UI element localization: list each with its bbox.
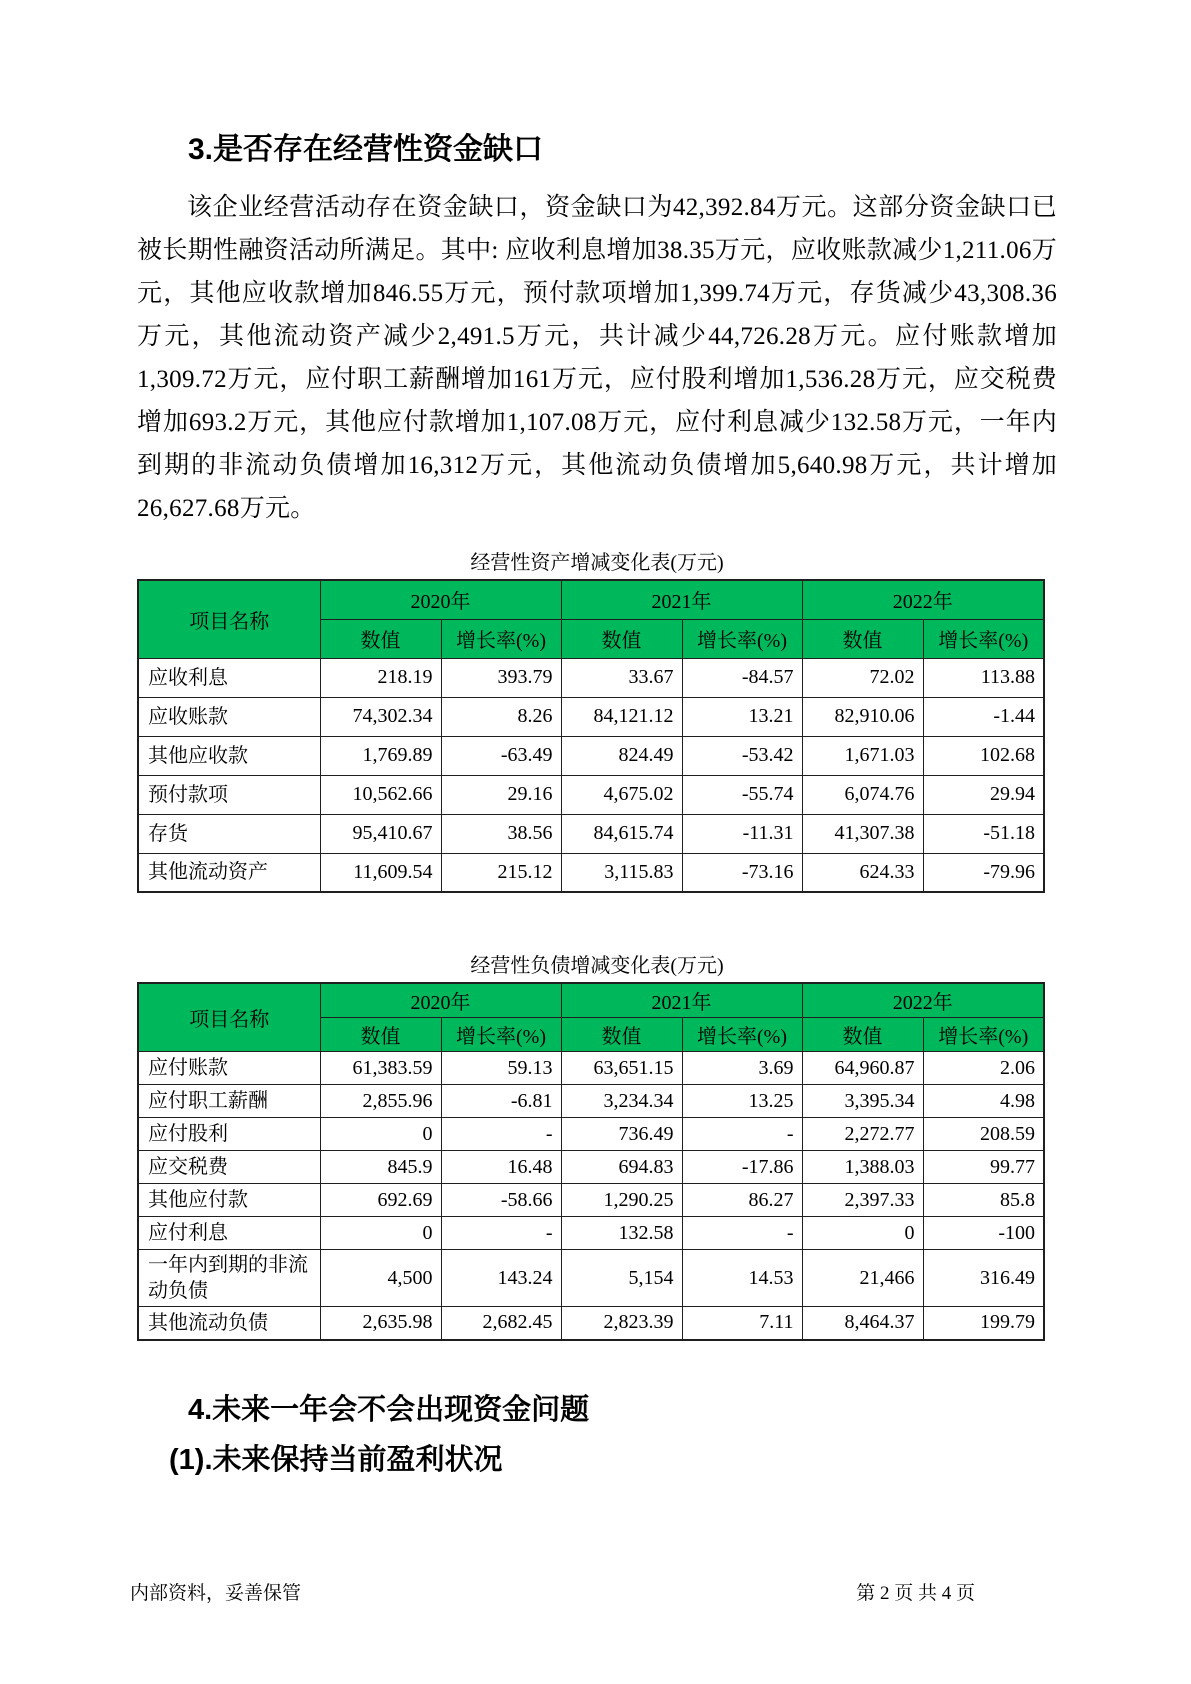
value-cell: -6.81: [441, 1085, 561, 1118]
value-cell: 13.21: [682, 697, 802, 736]
document-page: [137, 0, 1057, 1477]
value-cell: 215.12: [441, 853, 561, 892]
value-cell: 132.58: [561, 1217, 682, 1250]
value-cell: 3.69: [682, 1052, 802, 1085]
row-label: 应收账款: [138, 697, 320, 736]
table-row: [138, 853, 1044, 892]
value-cell: 84,121.12: [561, 697, 682, 736]
value-cell: 2.06: [923, 1052, 1044, 1085]
table-header-row: [138, 580, 1044, 619]
value-cell: -79.96: [923, 853, 1044, 892]
value-cell: 8.26: [441, 697, 561, 736]
col-header-year-2022: 2022年: [802, 983, 1044, 1018]
value-cell: 2,855.96: [320, 1085, 441, 1118]
value-cell: 4,675.02: [561, 775, 682, 814]
row-label: 应付利息: [138, 1217, 320, 1250]
value-cell: 1,671.03: [802, 736, 923, 775]
table-row: [138, 658, 1044, 697]
liabilities-table: [137, 982, 1045, 1341]
value-cell: -: [441, 1118, 561, 1151]
table-row: [138, 697, 1044, 736]
value-cell: -17.86: [682, 1151, 802, 1184]
value-cell: 99.77: [923, 1151, 1044, 1184]
value-cell: -: [441, 1217, 561, 1250]
col-header-year-2020: 2020年: [320, 580, 561, 619]
section-4-heading: 4.未来一年会不会出现资金问题: [188, 1393, 590, 1426]
value-cell: -: [682, 1217, 802, 1250]
col-header-year-2021: 2021年: [561, 983, 802, 1018]
value-cell: 61,383.59: [320, 1052, 441, 1085]
col-header-value: 数值: [802, 619, 923, 658]
value-cell: -84.57: [682, 658, 802, 697]
value-cell: 143.24: [441, 1250, 561, 1307]
row-label: 应付股利: [138, 1118, 320, 1151]
value-cell: 5,154: [561, 1250, 682, 1307]
value-cell: 6,074.76: [802, 775, 923, 814]
col-header-value: 数值: [561, 619, 682, 658]
table-row: [138, 1184, 1044, 1217]
value-cell: -73.16: [682, 853, 802, 892]
liabilities-table-header: [138, 983, 1044, 1052]
footer-page-number: 第 2 页 共 4 页: [856, 1583, 975, 1604]
value-cell: -: [682, 1118, 802, 1151]
value-cell: -58.66: [441, 1184, 561, 1217]
col-header-year-2021: 2021年: [561, 580, 802, 619]
value-cell: 41,307.38: [802, 814, 923, 853]
col-header-value: 数值: [561, 1018, 682, 1052]
table-row: [138, 1151, 1044, 1184]
section-4-1-heading: (1).未来保持当前盈利状况: [169, 1443, 503, 1476]
row-label: 应付账款: [138, 1052, 320, 1085]
value-cell: 736.49: [561, 1118, 682, 1151]
value-cell: 7.11: [682, 1307, 802, 1340]
assets-table-body: [138, 658, 1044, 892]
footer-confidential-note: 内部资料，妥善保管: [130, 1583, 302, 1604]
table-row: [138, 1052, 1044, 1085]
value-cell: 84,615.74: [561, 814, 682, 853]
value-cell: 316.49: [923, 1250, 1044, 1307]
value-cell: 1,290.25: [561, 1184, 682, 1217]
value-cell: -1.44: [923, 697, 1044, 736]
table-row: [138, 1217, 1044, 1250]
value-cell: 64,960.87: [802, 1052, 923, 1085]
table-row: [138, 1250, 1044, 1307]
table-row: [138, 1085, 1044, 1118]
value-cell: -11.31: [682, 814, 802, 853]
value-cell: 0: [320, 1118, 441, 1151]
row-label: 应付职工薪酬: [138, 1085, 320, 1118]
value-cell: 2,682.45: [441, 1307, 561, 1340]
value-cell: 33.67: [561, 658, 682, 697]
value-cell: 1,388.03: [802, 1151, 923, 1184]
value-cell: 4,500: [320, 1250, 441, 1307]
value-cell: 2,397.33: [802, 1184, 923, 1217]
value-cell: 3,395.34: [802, 1085, 923, 1118]
value-cell: 2,272.77: [802, 1118, 923, 1151]
table-row: [138, 775, 1044, 814]
value-cell: -53.42: [682, 736, 802, 775]
value-cell: 624.33: [802, 853, 923, 892]
value-cell: 113.88: [923, 658, 1044, 697]
value-cell: 3,234.34: [561, 1085, 682, 1118]
col-header-growth: 增长率(%): [682, 619, 802, 658]
col-header-item: 项目名称: [138, 580, 320, 658]
col-header-growth: 增长率(%): [923, 1018, 1044, 1052]
table-row: [138, 814, 1044, 853]
value-cell: 393.79: [441, 658, 561, 697]
value-cell: 13.25: [682, 1085, 802, 1118]
row-label: 应收利息: [138, 658, 320, 697]
col-header-growth: 增长率(%): [441, 1018, 561, 1052]
section-3-heading: 3.是否存在经营性资金缺口: [188, 133, 544, 166]
value-cell: 29.16: [441, 775, 561, 814]
col-header-growth: 增长率(%): [682, 1018, 802, 1052]
value-cell: 208.59: [923, 1118, 1044, 1151]
value-cell: 74,302.34: [320, 697, 441, 736]
row-label: 其他应付款: [138, 1184, 320, 1217]
col-header-growth: 增长率(%): [923, 619, 1044, 658]
value-cell: 102.68: [923, 736, 1044, 775]
table-row: [138, 1307, 1044, 1340]
value-cell: 86.27: [682, 1184, 802, 1217]
value-cell: 2,635.98: [320, 1307, 441, 1340]
assets-table: [137, 579, 1045, 893]
value-cell: 218.19: [320, 658, 441, 697]
row-label: 应交税费: [138, 1151, 320, 1184]
value-cell: 59.13: [441, 1052, 561, 1085]
value-cell: 845.9: [320, 1151, 441, 1184]
value-cell: 16.48: [441, 1151, 561, 1184]
value-cell: 10,562.66: [320, 775, 441, 814]
value-cell: -55.74: [682, 775, 802, 814]
value-cell: 692.69: [320, 1184, 441, 1217]
table-row: [138, 736, 1044, 775]
col-header-year-2020: 2020年: [320, 983, 561, 1018]
value-cell: 21,466: [802, 1250, 923, 1307]
row-label: 其他流动资产: [138, 853, 320, 892]
row-label: 存货: [138, 814, 320, 853]
value-cell: 95,410.67: [320, 814, 441, 853]
section-3-paragraph: 该企业经营活动存在资金缺口，资金缺口为42,392.84万元。这部分资金缺口已被长期性融资活动所满足。其中: 应收利息增加38.35万元，应收账款减少1,211.06万元，其他应收款增加846.55万元，预付款项增加1,399.74万元，存货减少43,308.36万元，其他流动资产减少2,491.5万元，共计减少44,726.28万元。应付账款增加1,309.72万元，应付职工薪酬增加161万元，应付股利增加1,536.28万元，应交税费增加693.2万元，其他应付款增加1,107.08万元，应付利息减少132.58万元，一年内到期的非流动负债增加16,312万元，其他流动负债增加5,640.98万元，共计增加26,627.68万元。: [137, 194, 1057, 522]
table-header-row: [138, 983, 1044, 1018]
value-cell: 38.56: [441, 814, 561, 853]
value-cell: -100: [923, 1217, 1044, 1250]
value-cell: 11,609.54: [320, 853, 441, 892]
value-cell: 72.02: [802, 658, 923, 697]
value-cell: 824.49: [561, 736, 682, 775]
row-label: 预付款项: [138, 775, 320, 814]
col-header-value: 数值: [320, 1018, 441, 1052]
value-cell: 694.83: [561, 1151, 682, 1184]
value-cell: -63.49: [441, 736, 561, 775]
value-cell: 1,769.89: [320, 736, 441, 775]
assets-table-header: [138, 580, 1044, 658]
col-header-item: 项目名称: [138, 983, 320, 1052]
row-label: 其他应收款: [138, 736, 320, 775]
value-cell: 29.94: [923, 775, 1044, 814]
value-cell: 82,910.06: [802, 697, 923, 736]
value-cell: 63,651.15: [561, 1052, 682, 1085]
value-cell: 0: [802, 1217, 923, 1250]
row-label: 其他流动负债: [138, 1307, 320, 1340]
value-cell: 85.8: [923, 1184, 1044, 1217]
col-header-value: 数值: [802, 1018, 923, 1052]
row-label: 一年内到期的非流动负债: [138, 1250, 320, 1307]
value-cell: 199.79: [923, 1307, 1044, 1340]
value-cell: 8,464.37: [802, 1307, 923, 1340]
value-cell: 2,823.39: [561, 1307, 682, 1340]
value-cell: 0: [320, 1217, 441, 1250]
col-header-growth: 增长率(%): [441, 619, 561, 658]
liabilities-table-body: [138, 1052, 1044, 1340]
liabilities-table-title: 经营性负债增减变化表(万元): [470, 955, 724, 977]
assets-table-title: 经营性资产增减变化表(万元): [470, 552, 724, 574]
table-row: [138, 1118, 1044, 1151]
page-footer: [130, 1578, 1057, 1605]
value-cell: -51.18: [923, 814, 1044, 853]
col-header-year-2022: 2022年: [802, 580, 1044, 619]
value-cell: 3,115.83: [561, 853, 682, 892]
col-header-value: 数值: [320, 619, 441, 658]
value-cell: 4.98: [923, 1085, 1044, 1118]
value-cell: 14.53: [682, 1250, 802, 1307]
